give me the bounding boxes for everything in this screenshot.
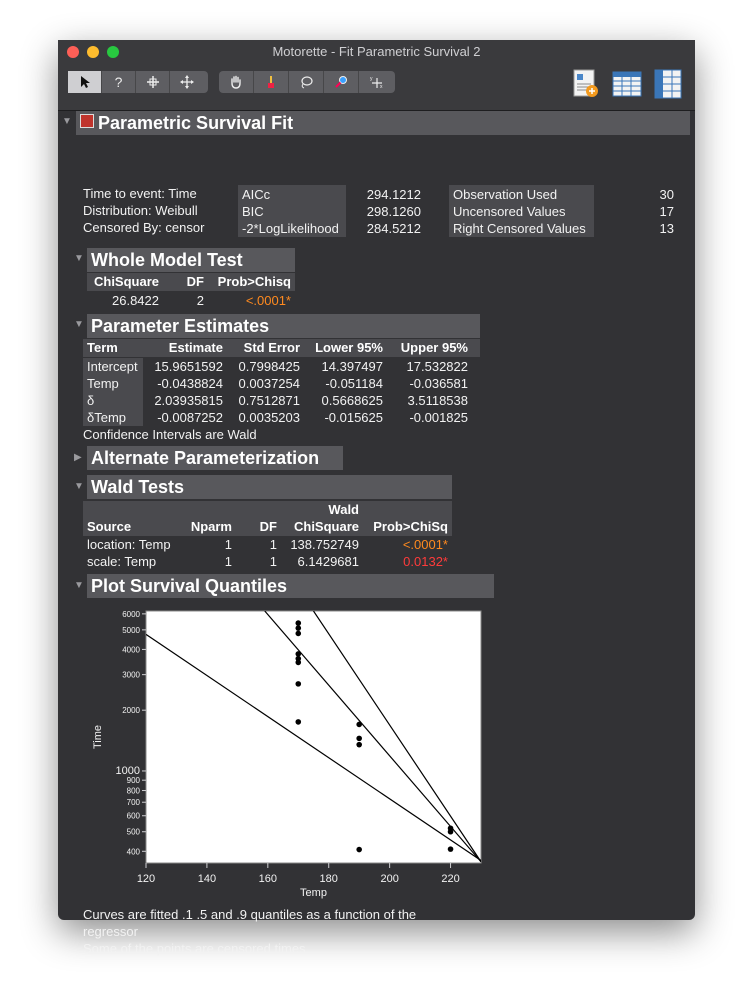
crosshair-tool-button[interactable] bbox=[136, 71, 170, 93]
tool-group-drawing bbox=[219, 71, 395, 93]
svg-text:x: x bbox=[380, 84, 383, 90]
annotate-tool-button[interactable] bbox=[359, 71, 395, 93]
stat-value-bic: 298.1260 bbox=[366, 204, 421, 219]
data-point bbox=[295, 620, 301, 626]
brush-icon bbox=[264, 75, 278, 89]
stat-value-aicc: 294.1212 bbox=[366, 187, 421, 202]
parameter-estimates-header[interactable]: Parameter Estimates bbox=[87, 314, 480, 338]
table-cell: 14.397497 bbox=[321, 359, 383, 374]
count-value-censored: 13 bbox=[659, 221, 674, 236]
col-header-estimate: Estimate bbox=[168, 340, 223, 355]
ci-note: Confidence Intervals are Wald bbox=[83, 427, 257, 442]
col-header-upper95: Upper 95% bbox=[400, 340, 468, 355]
x-tick-label: 180 bbox=[319, 873, 338, 885]
y-tick-label: 500 bbox=[126, 827, 140, 837]
col-header-chisquare: ChiSquare bbox=[93, 274, 159, 289]
stat-label-loglik: -2*LogLikelihood bbox=[242, 221, 339, 236]
y-tick-label: 2000 bbox=[122, 706, 140, 716]
table-row: Temp bbox=[87, 376, 119, 391]
whole-model-test-header[interactable]: Whole Model Test bbox=[87, 248, 295, 272]
y-axis-label: Time bbox=[92, 724, 104, 750]
whole-model-df: 2 bbox=[196, 293, 204, 308]
table-view-icon[interactable] bbox=[652, 68, 684, 100]
col-header-nparm: Nparm bbox=[190, 519, 232, 534]
disclosure-triangle-icon[interactable]: ▼ bbox=[74, 580, 84, 591]
hand-icon bbox=[229, 75, 243, 89]
data-point bbox=[295, 631, 301, 637]
y-tick-label: 3000 bbox=[122, 670, 140, 680]
report-title: Parametric Survival Fit bbox=[98, 113, 294, 133]
alternate-parameterization-header[interactable]: Alternate Parameterization bbox=[87, 446, 343, 470]
stat-label-aicc: AICc bbox=[242, 187, 271, 202]
survival-quantile-plot bbox=[83, 601, 503, 901]
plot-note-line3: Some of the points are censored times bbox=[83, 941, 306, 956]
disclosure-triangle-icon[interactable]: ▼ bbox=[74, 481, 84, 492]
table-row: location: Temp bbox=[87, 537, 171, 552]
toolbar bbox=[58, 64, 695, 111]
table-cell: 0.5668625 bbox=[321, 393, 383, 408]
data-point bbox=[356, 847, 362, 853]
y-tick-label: 5000 bbox=[122, 625, 140, 635]
plot-survival-quantiles-header[interactable]: Plot Survival Quantiles bbox=[87, 574, 494, 598]
x-tick-label: 160 bbox=[258, 873, 277, 885]
help-tool-button[interactable] bbox=[102, 71, 136, 93]
col-header-std-error: Std Error bbox=[243, 340, 300, 355]
y-tick-label: 600 bbox=[126, 811, 140, 821]
plot-note-line1: Curves are fitted .1 .5 and .9 quantiles as a function of the bbox=[83, 907, 417, 922]
data-point bbox=[448, 829, 454, 835]
table-cell: 2.03935815 bbox=[154, 393, 223, 408]
title-bar[interactable] bbox=[58, 40, 695, 64]
x-tick-label: 120 bbox=[136, 873, 156, 885]
table-cell: 0.0037254 bbox=[238, 376, 300, 391]
svg-text:y: y bbox=[370, 76, 373, 82]
table-cell: 1 bbox=[224, 537, 232, 552]
stat-value-loglik: 284.5212 bbox=[366, 221, 421, 236]
wald-tests-header[interactable]: Wald Tests bbox=[87, 475, 452, 499]
journal-icon[interactable] bbox=[569, 68, 601, 100]
count-label-censored: Right Censored Values bbox=[453, 221, 586, 236]
col-header-prob-chisq: Prob>ChiSq bbox=[373, 519, 448, 534]
x-tick-label: 220 bbox=[441, 873, 460, 885]
table-cell: 0.0132* bbox=[403, 554, 448, 569]
col-header-term: Term bbox=[87, 340, 118, 355]
plot-note-line2: regressor bbox=[83, 924, 138, 939]
table-cell: 0.7998425 bbox=[238, 359, 300, 374]
data-table-icon[interactable] bbox=[611, 68, 643, 100]
table-cell: -0.036581 bbox=[409, 376, 468, 391]
table-cell: -0.0438824 bbox=[157, 376, 223, 391]
table-cell: 1 bbox=[269, 537, 277, 552]
summary-time-to-event: Time to event: Time bbox=[83, 186, 197, 201]
table-cell: -0.0087252 bbox=[157, 410, 223, 425]
col-header-lower95: Lower 95% bbox=[315, 340, 383, 355]
col-header-wald: Wald bbox=[328, 502, 359, 517]
disclosure-triangle-icon[interactable]: ▼ bbox=[74, 253, 84, 264]
data-point bbox=[356, 722, 362, 728]
y-tick-label: 4000 bbox=[122, 645, 140, 655]
arrow-tool-button[interactable] bbox=[68, 71, 102, 93]
hand-tool-button[interactable] bbox=[219, 71, 254, 93]
table-cell: 1 bbox=[224, 554, 232, 569]
summary-distribution: Distribution: Weibull bbox=[83, 203, 198, 218]
summary-censored-by: Censored By: censor bbox=[83, 220, 205, 235]
stat-label-bic: BIC bbox=[242, 204, 264, 219]
data-point bbox=[295, 681, 301, 687]
data-point bbox=[295, 625, 301, 631]
table-cell: 0.0035203 bbox=[238, 410, 300, 425]
table-row: δ bbox=[87, 393, 95, 408]
whole-model-chisquare: 26.8422 bbox=[112, 293, 159, 308]
table-cell: 6.1429681 bbox=[297, 554, 359, 569]
col-header-df: DF bbox=[259, 519, 277, 534]
data-point bbox=[295, 719, 301, 725]
move-icon bbox=[180, 75, 194, 89]
table-row: δTemp bbox=[87, 410, 127, 425]
table-row: scale: Temp bbox=[87, 554, 157, 569]
crosshair-icon bbox=[146, 75, 160, 89]
red-triangle-menu-icon[interactable] bbox=[80, 114, 94, 128]
help-icon: ? bbox=[114, 74, 123, 90]
magnifier-tool-button[interactable] bbox=[324, 71, 359, 93]
x-tick-label: 140 bbox=[197, 873, 217, 885]
move-tool-button[interactable] bbox=[170, 71, 204, 93]
col-header-df: DF bbox=[186, 274, 204, 289]
annotate-icon bbox=[369, 75, 385, 89]
window-title: Motorette - Fit Parametric Survival 2 bbox=[272, 44, 481, 59]
y-tick-label: 400 bbox=[126, 847, 140, 857]
magnifier-icon bbox=[334, 75, 348, 89]
lasso-icon bbox=[299, 75, 313, 89]
y-tick-label: 900 bbox=[126, 776, 140, 786]
col-header-chisquare: ChiSquare bbox=[293, 519, 359, 534]
table-cell: 1 bbox=[269, 554, 277, 569]
y-tick-label: 700 bbox=[126, 798, 140, 808]
table-cell: -0.001825 bbox=[409, 410, 468, 425]
arrow-icon bbox=[79, 75, 91, 89]
y-tick-label: 6000 bbox=[122, 609, 140, 619]
y-tick-label: 1000 bbox=[115, 764, 140, 777]
count-label-uncensored: Uncensored Values bbox=[453, 204, 566, 219]
disclosure-triangle-icon[interactable]: ▼ bbox=[62, 116, 72, 127]
tool-group-selection bbox=[68, 71, 208, 93]
table-cell: -0.051184 bbox=[325, 376, 383, 391]
brush-tool-button[interactable] bbox=[254, 71, 289, 93]
disclosure-triangle-icon[interactable]: ▼ bbox=[74, 319, 84, 330]
table-cell: 138.752749 bbox=[290, 537, 359, 552]
whole-model-prob: <.0001* bbox=[245, 293, 291, 308]
table-row: Intercept bbox=[87, 359, 138, 374]
table-cell: 17.532822 bbox=[406, 359, 468, 374]
app-window bbox=[58, 40, 695, 956]
data-point bbox=[295, 660, 301, 666]
table-cell: 3.5118538 bbox=[407, 393, 468, 408]
count-value-observations: 30 bbox=[659, 187, 674, 202]
data-point bbox=[448, 846, 454, 852]
table-cell: 15.9651592 bbox=[154, 359, 223, 374]
plot-frame bbox=[146, 611, 481, 863]
col-header-source: Source bbox=[87, 519, 132, 534]
x-axis-label: Temp bbox=[300, 887, 327, 899]
table-cell: <.0001* bbox=[402, 537, 448, 552]
count-value-uncensored: 17 bbox=[659, 204, 674, 219]
table-cell: -0.015625 bbox=[324, 410, 383, 425]
disclosure-triangle-closed-icon[interactable]: ▶ bbox=[74, 452, 82, 463]
x-tick-label: 200 bbox=[380, 873, 399, 885]
table-cell: 0.7512871 bbox=[238, 393, 300, 408]
y-tick-label: 800 bbox=[126, 786, 140, 796]
lasso-tool-button[interactable] bbox=[289, 71, 324, 93]
count-label-observations: Observation Used bbox=[453, 187, 558, 202]
report-content bbox=[58, 111, 695, 956]
data-point bbox=[356, 736, 362, 742]
col-header-prob: Prob>Chisq bbox=[217, 274, 291, 289]
data-point bbox=[356, 742, 362, 748]
parametric-survival-fit-header[interactable] bbox=[76, 111, 690, 135]
